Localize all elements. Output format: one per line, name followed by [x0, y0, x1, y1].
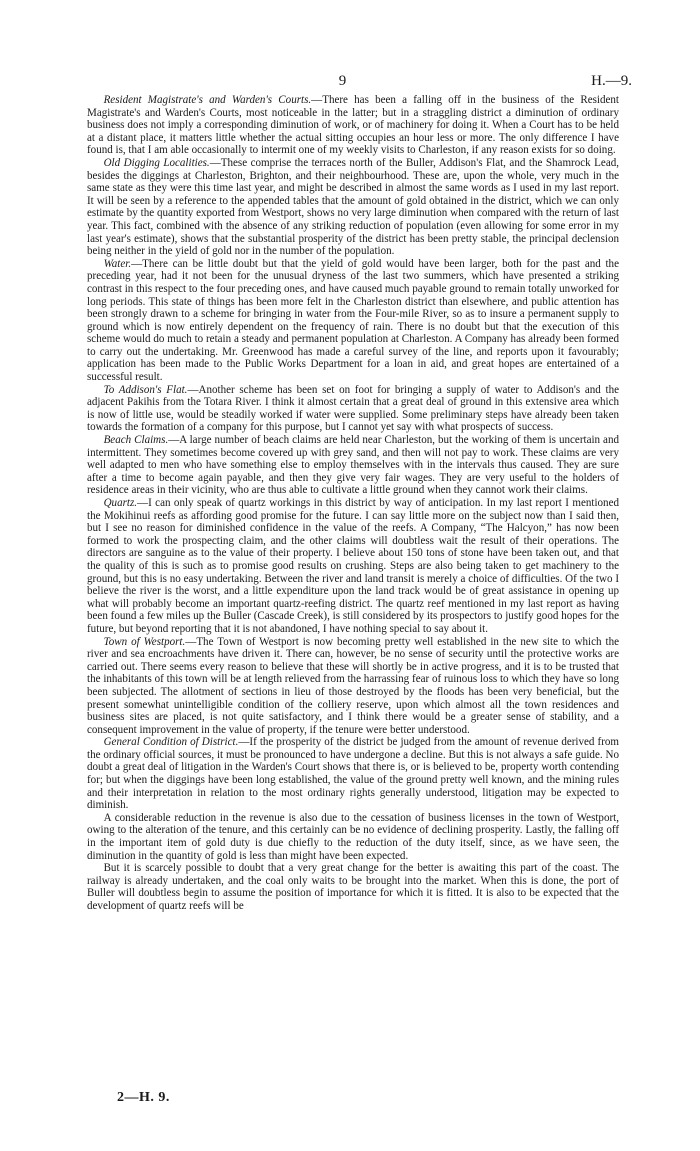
paragraph-revenue [87, 812, 619, 862]
paragraph-westport [87, 636, 619, 737]
section-heading: Town of Westport. [103, 635, 186, 648]
section-heading: To Addison's Flat. [103, 383, 188, 396]
paragraph-text: —Another scheme has been set on foot for bringing a supply of water to Addison's and the adjacent Pakihis from the Totara River. I think it almost certain that a great deal of ground in this extensive area which is now of little use, would be steadily worked if water were supplied. Some preliminary steps have already been taken towards the formation of a company for this purpose, but I cannot yet say with what prospects of success. [87, 383, 619, 434]
page-reference: H.—9. [591, 73, 632, 89]
paragraph-text: —I can only speak of quartz workings in this district by way of anticipation. In my last report I mentioned the Mokihinui reefs as affording good promise for the future. I can say little more on the subject now than I said then, but I see no reason for diminished confidence in the value of the reefs. A Company, “The Halcyon,” has now been formed to work the prospecting claim, and the other claims will doubtless wait the result of their operations. The directors are sanguine as to the value of their property. I believe about 150 tons of stone have been taken out, and that the quality of this is such as to promise good results on crushing. Steps are also being taken to get machinery to the ground, but this is no easy undertaking. Between the river and land transit is merely a choice of difficulties. Of the two I believe the river is the worst, and a little expenditure upon the land track would be of great assistance in opening up what will probably become an important quartz-reefing district. The quartz reef mentioned in my last report as having been found a few miles up the Buller (Cascade Creek), is still considered by its prospectors to justify good hopes for the future, but beyond reporting that it is not abandoned, I have nothing special to say about it. [87, 497, 619, 635]
paragraph-beach-claims [87, 434, 619, 497]
paragraph-text: —A large number of beach claims are held near Charleston, but the working of them is uncertain and intermittent. They sometimes become covered up with grey sand, and then will not pay to work. These claims are very well adapted to men who have something else to employ themselves with in the intervals thus caused. They are sure after a time to become again payable, and then they give very fair wages. They are very useful to the holders of residence areas in their vicinity, who are thus able to cultivate a little ground when they cannot work their claims. [87, 434, 619, 497]
section-heading: General Condition of District. [103, 736, 239, 749]
paragraph-text: —If the prosperity of the district be judged from the amount of revenue derived from the ordinary official sources, it must be pronounced to have undergone a decline. But this is not always a safe guide. No doubt a great deal of litigation in the Warden's Court shows that there is, or is believed to be, property worth contending for; but when the diggings have been long established, the value of the ground pretty well known, and the mining rules and their interpretation in relation to the most ordinary rights generally understood, litigation may be expected to diminish. [87, 736, 620, 812]
paragraph-addisons-flat [87, 384, 619, 434]
paragraph-courts [87, 94, 619, 157]
section-heading: Beach Claims. [103, 434, 169, 447]
paragraph-quartz [87, 497, 619, 636]
paragraph-general-condition [87, 736, 619, 812]
section-heading: Resident Magistrate's and Warden's Courts. [103, 94, 312, 106]
paragraph-outlook [87, 862, 619, 912]
paragraph-water [87, 258, 619, 384]
report-body [87, 94, 619, 913]
paragraph-text: —The Town of Westport is now becoming pretty well established in the new site to which the river and sea encroachments have driven it. There can, however, be no sense of security until the protective works are carried out. There seems every reason to believe that these will shortly be in active progress, and it is to be trusted that the inhabitants of this town will be at length relieved from the harrassing fear of ruinous loss to which they have so long been subjected. The allotment of sections in lieu of those destroyed by the floods has been very beneficial, but the present somewhat unintelligible condition of the colliery reserve, upon which almost all the town residences and business sites are placed, is not quite satisfactory, and I think there would be a greater sense of stability, and a consequent improvement in the value of property, if the tenure were better understood. [87, 635, 619, 736]
paragraph-text: —There can be little doubt but that the yield of gold would have been larger, both for the past and the preceding year, had it not been for the unusual dryness of the last two summers, which have presented a striking contrast in this respect to the four preceding ones, and have caused much payable ground to remain totally unworked for long periods. This state of things has been more felt in the Charleston district than elsewhere, and public attention has been strongly drawn to a scheme for bringing in water from the Four-mile River, so as to insure a permanent supply to ground which is now entirely dependent on the frequency of rain. There is no doubt but that the execution of this scheme would do much to retain a steady and permanent population at Charleston. A Company has already been formed to carry out the undertaking. Mr. Greenwood has made a careful survey of the line, and reports upon it favourably; application has been made to the Public Works Department for a loan in aid, and great hopes are entertained of a successful result. [87, 257, 619, 384]
section-heading: Old Digging Localities. [103, 156, 210, 169]
section-heading: Water. [103, 257, 132, 270]
paragraph-text: —These comprise the terraces north of the Buller, Addison's Flat, and the Shamrock Lead, besides the diggings at Charleston, Brighton, and their neighbourhood. These are, upon the whole, very much in the same state as they were this time last year, and might be described in almost the same words as I used in my last report. It will be seen by a reference to the appended tables that the amount of gold obtained in the district, which we can only estimate by the quantity exported from Westport, shows no very large diminution when compared with the return of last year. This fact, combined with the absence of any striking reduction of population (even allowing for some error in my last year's estimate), shows that the substantial prosperity of the district has been pretty stable, the principal declension being neither in the yield of gold nor in the number of the population. [87, 156, 620, 258]
page-number: 9 [338, 73, 347, 89]
paragraph-old-digging [87, 157, 619, 258]
paragraph-text: But it is scarcely possible to doubt that a very great change for the better is awaiting this part of the coast. The railway is already undertaken, and the coal only waits to be brought into the market. When this is done, the port of Buller will doubtless begin to assume the position of importance for which it is fitted. It is also to be expected that the development of quartz reefs will be [87, 862, 619, 912]
paragraph-text: —There has been a falling off in the business of the Resident Magistrate's and Warden's Courts, most noticeable in the latter; but in a straggling district a diminution of ordinary business does not imply a corresponding diminution of work, or of machinery for doing it. When a Court has to be held at a distant place, it matters little whether the actual sitting occupies an hour less or more. The only difference I have found is, that I am able occasionally to intermit one of my weekly visits to Charleston, if any reason exists for so doing. [87, 94, 619, 157]
paragraph-text: A considerable reduction in the revenue is also due to the cessation of business licenses in the town of Westport, owing to the alteration of the tenure, and this certainly can be no evidence of declining prosperity. Lastly, the falling off in the important item of gold duty is due chiefly to the reduction of the duty itself, since, as we have seen, the diminution in the quantity of gold is less than might have been expected. [87, 811, 619, 862]
sheet-signature: 2—H. 9. [117, 1090, 170, 1105]
section-heading: Quartz. [103, 497, 138, 509]
